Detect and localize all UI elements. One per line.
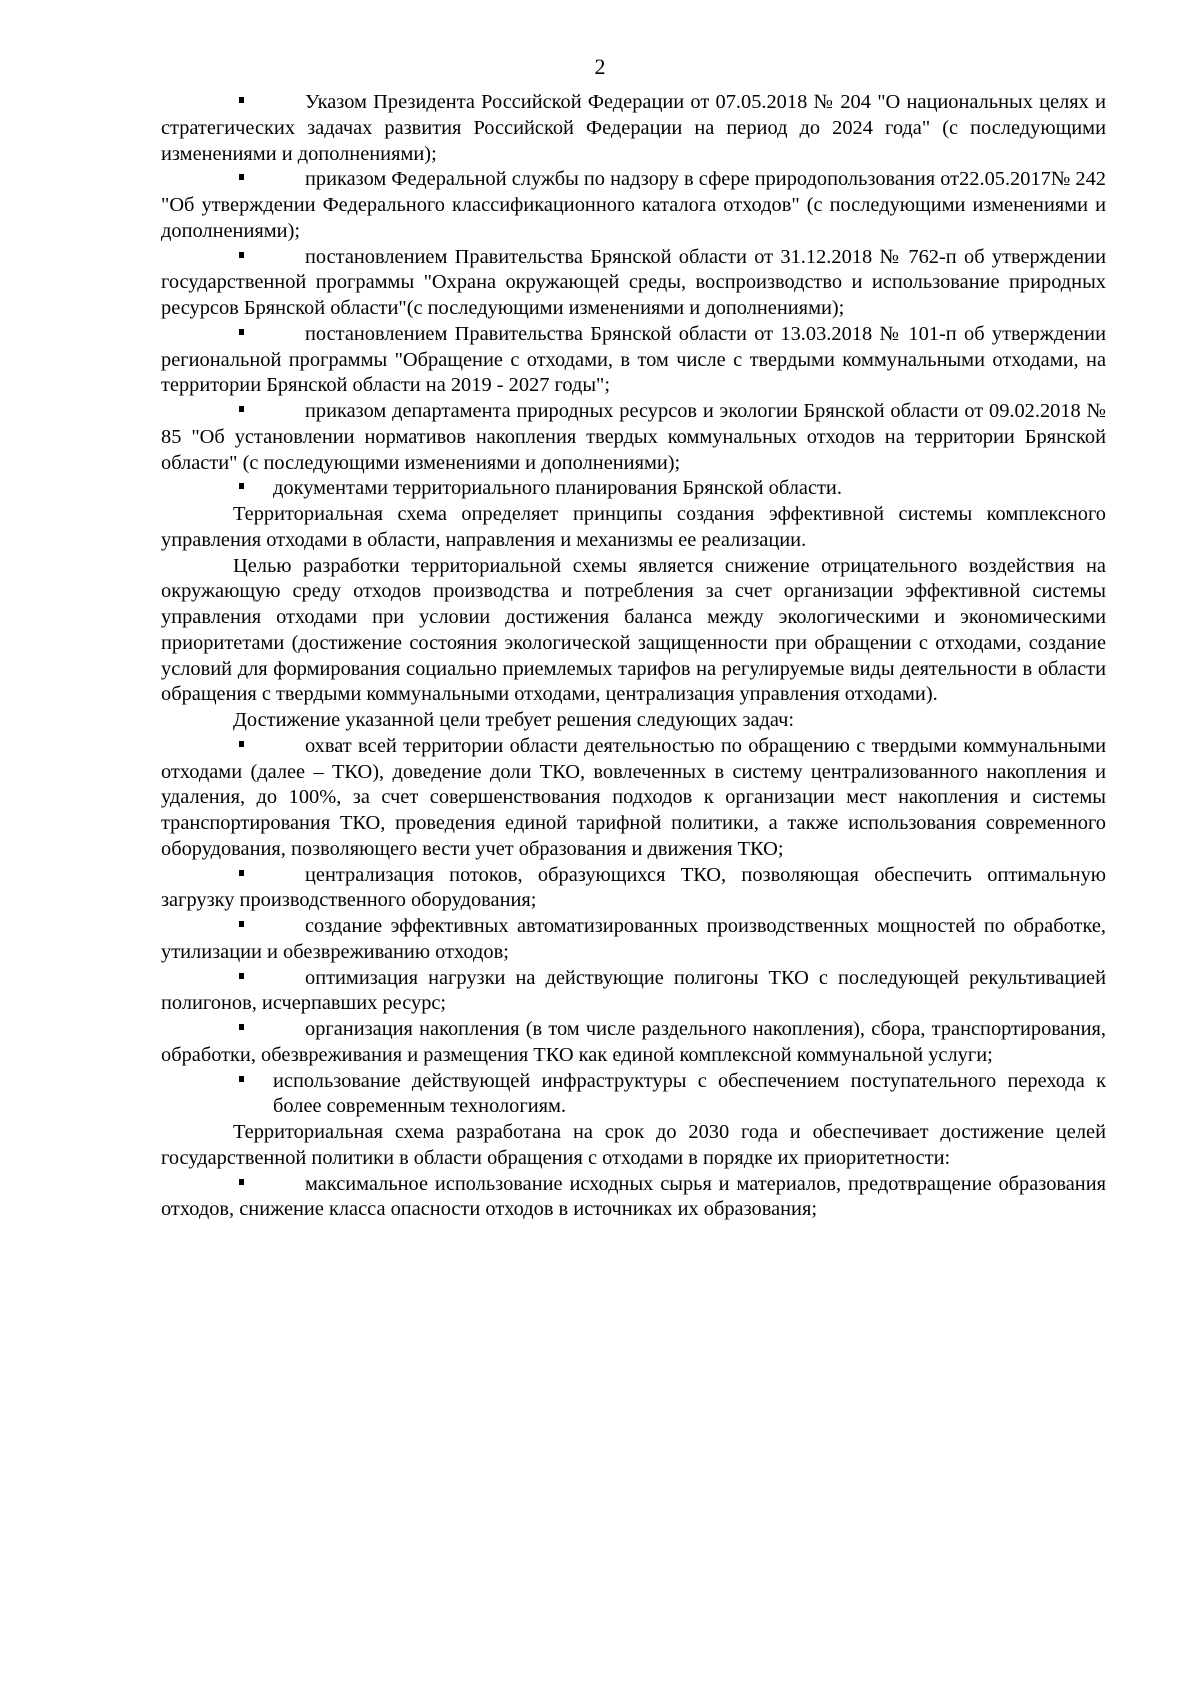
paragraph-text: приказом Федеральной службы по надзору в сфере природопользования от22.05.2017№ 242 "Об утверждении Федерального классификационного каталога отходов" (с последующими изменениями и дополнениями); [161, 168, 1106, 242]
list-item [161, 167, 1106, 244]
paragraph-text: Территориальная схема разработана на срок до 2030 года и обеспечивает достижение целей государственной политики в области обращения с отходами в порядке их приоритетности: [161, 1121, 1106, 1169]
paragraph-text: Целью разработки территориальной схемы является снижение отрицательного воздействия на окружающую среду отходов производства и потребления за счет организации эффективной системы управления отходами при условии достижения баланса между экологическими и экономическими приоритетами (достижение состояния экологической защищенности при обращении с отходами, создание условий для формирования социально приемлемых тарифов на регулируемые виды деятельности в области обращения с твердыми коммунальными отходами, централизация управления отходами). [161, 554, 1106, 706]
paragraph-text: создание эффективных автоматизированных производственных мощностей по обработке, утилизации и обезвреживанию отходов; [161, 915, 1106, 963]
document-body [161, 90, 1106, 1223]
list-item [161, 399, 1106, 476]
paragraph-text: постановлением Правительства Брянской области от 13.03.2018 № 101-п об утверждении региональной программы "Обращение с отходами, в том числе с твердыми коммунальными отходами, на территории Брянской области на 2019 - 2027 годы"; [161, 322, 1106, 397]
bullet-icon [239, 966, 248, 992]
bullet-icon [239, 1069, 248, 1095]
paragraph-text: организация накопления (в том числе раздельного накопления), сбора, транспортирования, обработки, обезвреживания и размещения ТКО как единой комплексной коммунальной услуги; [161, 1018, 1106, 1066]
bullet-icon [239, 90, 248, 116]
bullet-icon [239, 167, 248, 193]
bullet-icon [239, 863, 248, 889]
paragraph [161, 554, 1106, 709]
paragraph-text: централизация потоков, образующихся ТКО, позволяющая обеспечить оптимальную загрузку производственного оборудования; [161, 863, 1106, 912]
list-item [161, 476, 1106, 502]
paragraph [161, 1120, 1106, 1172]
paragraph-text: максимальное использование исходных сырья и материалов, предотвращение образования отходов, снижение класса опасности отходов в источниках их образования; [161, 1172, 1106, 1221]
paragraph-text: постановлением Правительства Брянской области от 31.12.2018 № 762-п об утверждении государственной программы "Охрана окружающей среды, воспроизводство и использование природных ресурсов Брянской области"(с последующими изменениями и дополнениями); [161, 245, 1106, 319]
list-item [161, 90, 1106, 167]
list-item [161, 1172, 1106, 1224]
list-item [161, 1069, 1106, 1121]
paragraph-text: Территориальная схема определяет принципы создания эффективной системы комплексного управления отходами в области, направления и механизмы ее реализации. [161, 503, 1106, 551]
paragraph-text: документами территориального планирования Брянской области. [273, 477, 842, 500]
bullet-icon [239, 734, 248, 760]
bullet-icon [239, 1172, 248, 1198]
list-item [161, 734, 1106, 863]
paragraph-text: использование действующей инфраструктуры с обеспечением поступательного перехода к более современным технологиям. [273, 1069, 1106, 1118]
list-item [161, 966, 1106, 1018]
list-item [161, 914, 1106, 966]
paragraph [161, 502, 1106, 554]
paragraph-text: охват всей территории области деятельностью по обращению с твердыми коммунальными отходами (далее – ТКО), доведение доли ТКО, вовлеченных в систему централизованного накопления и удаления, до 100%, за счет совершенствования подходов к организации мест накопления и системы транспортирования ТКО, проведения единой тарифной политики, а также использования современного оборудования, позволяющего вести учет образования и движения ТКО; [161, 734, 1106, 860]
bullet-icon [239, 322, 248, 348]
paragraph-text: приказом департамента природных ресурсов и экологии Брянской области от 09.02.2018 № 85 "Об установлении нормативов накопления твердых коммунальных отходов на территории Брянской области" (с последующими изменениями и дополнениями); [161, 400, 1106, 474]
page-number: 2 [594, 54, 606, 79]
list-item [161, 1017, 1106, 1069]
paragraph-text: оптимизация нагрузки на действующие полигоны ТКО с последующей рекультивацией полигонов, исчерпавших ресурс; [161, 966, 1106, 1015]
list-item [161, 863, 1106, 915]
bullet-icon [239, 1017, 248, 1043]
bullet-icon [239, 914, 248, 940]
bullet-icon [239, 399, 248, 425]
paragraph [161, 708, 1106, 734]
list-item [161, 245, 1106, 322]
paragraph-text: Достижение указанной цели требует решения следующих задач: [233, 709, 795, 731]
list-item [161, 322, 1106, 399]
paragraph-text: Указом Президента Российской Федерации от 07.05.2018 № 204 "О национальных целях и стратегических задачах развития Российской Федерации на период до 2024 года" (с последующими изменениями и дополнениями); [161, 91, 1106, 165]
bullet-icon [239, 476, 248, 502]
bullet-icon [239, 245, 248, 271]
